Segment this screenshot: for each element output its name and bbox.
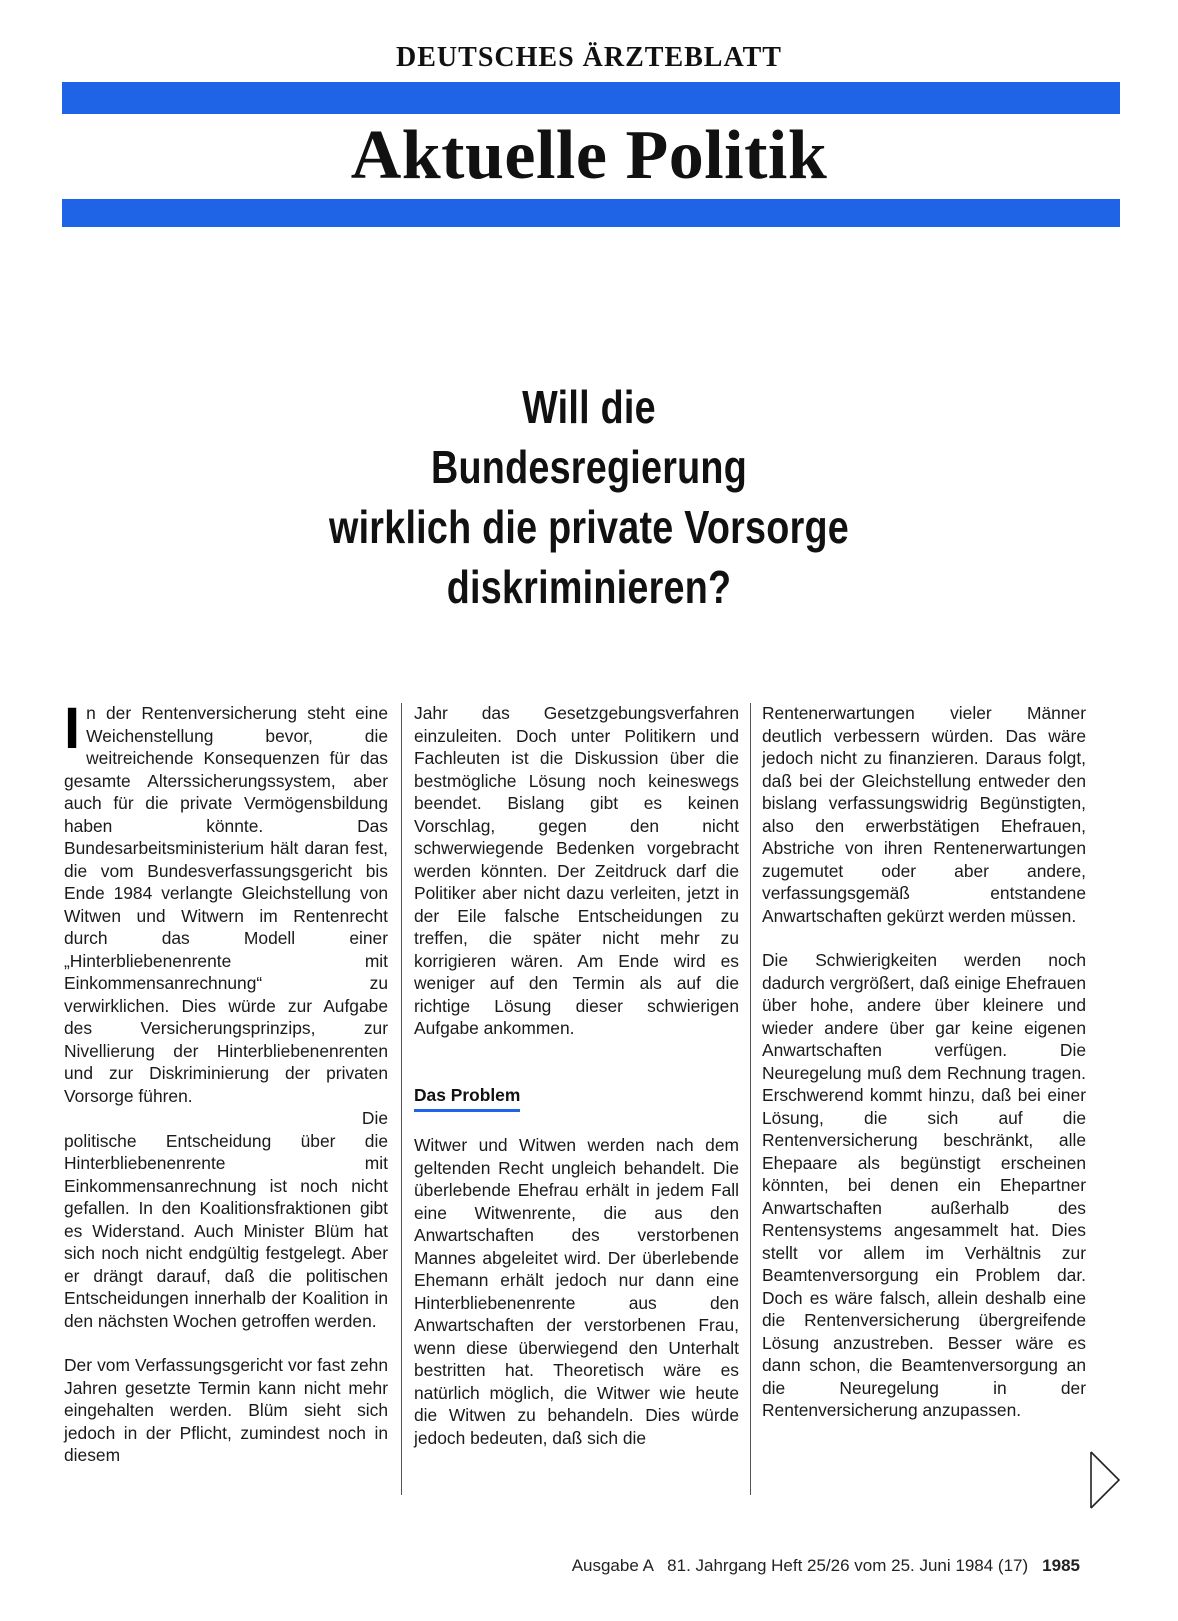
headline-line: diskriminieren? [446, 561, 732, 613]
paragraph: Jahr das Gesetzgebungsverfahren einzuleiten. Doch unter Politikern und Fachleuten ist die Diskussion über die bestmögliche Lösung noch keineswegs beendet. Bislang gibt es keinen Vorschlag, gegen den nicht schwerwiegende Bedenken vorgebracht werden könnten. Der Zeitdruck darf die Politiker aber nicht dazu verleiten, jetzt in der Eile falsche Entscheidungen zu treffen, die später nicht mehr zu korrigieren wären. Am Ende wird es weniger auf den Termin als auf die richtige Lösung dieser schwierigen Aufgabe ankommen. [414, 703, 739, 1038]
column-divider [401, 703, 402, 1495]
article-column-1 [64, 696, 388, 1467]
headline-line: wirklich die private Vorsorge [328, 501, 850, 553]
bottom-blue-bar [62, 199, 1120, 227]
headline-line: Will die [522, 381, 656, 433]
page-number: 1985 [1042, 1556, 1080, 1575]
paragraph-text: n der Rentenversicherung steht eine Weichenstellung bevor, die weitreichende Konsequenzen für das gesamte Alterssicherungssystem, aber auch für die private Vermögensbildung haben könnte. Das Bundesarbeitsministerium hält daran fest, die vom Bundesverfassungsgericht bis Ende 1984 verlangte Gleichstellung von Witwen und Witwern im Rentenrecht durch das Modell einer „Hinterbliebenenrente mit Einkommensanrechnung“ zu verwirklichen. Dies würde zur Aufgabe des Versicherungsprinzips, zur Nivellierung der Hinterbliebenenrenten und zur Diskriminierung der privaten Vorsorge führen. [64, 703, 388, 1106]
paragraph: Der vom Verfassungsgericht vor fast zehn Jahren gesetzte Termin kann nicht mehr eingehalten werden. Blüm sieht sich jedoch in der Pflicht, zumindest noch in diesem [64, 1355, 388, 1465]
paragraph: Witwer und Witwen werden nach dem geltenden Recht ungleich behandelt. Die überlebende Ehefrau erhält in jedem Fall eine Witwenrente, die aus den Anwartschaften des verstorbenen Mannes abgeleitet wird. Der überlebende Ehemann erhält jedoch nur dann eine Hinterbliebenenrente aus den Anwartschaften der verstorbenen Frau, wenn diese überwiegend den Unterhalt bestritten hat. Theoretisch wäre es natürlich möglich, die Witwer wie heute die Witwen zu behandeln. Dies würde jedoch bedeuten, daß sich die [414, 1135, 739, 1448]
paragraph [64, 696, 388, 1107]
subheading-wrap [414, 1084, 739, 1113]
masthead: DEUTSCHES ÄRZTEBLATT [396, 42, 782, 73]
article-column-2 [414, 702, 739, 1449]
subheading: Das Problem [414, 1084, 520, 1113]
paragraph: Die Schwierigkeiten werden noch dadurch vergrößert, daß einige Ehefrauen über hohe, andere über kleinere und wieder andere über gar keine eigenen Anwartschaften verfügen. Die Neuregelung muß dem Rechnung tragen. Erschwerend kommt hinzu, daß bei einer Lösung, die sich auf die Rentenversicherung beschränkt, alle Ehepaare als begünstigt erscheinen könnten, bei denen ein Ehepartner Anwartschaften außerhalb des Rentensystems angesammelt hat. Dies stellt vor allem im Verhältnis zur Beamtenversorgung ein Problem dar. Doch es wäre falsch, allein deshalb eine die Rentenversicherung übergreifende Lösung anzustreben. Besser wäre es dann schon, die Beamtenversorgung an die Neuregelung in der Rentenversicherung anzupassen. [762, 950, 1086, 1420]
issue-info: Ausgabe A 81. Jahrgang Heft 25/26 vom 25. Juni 1984 (17) [571, 1556, 1029, 1575]
continue-arrow-icon [1088, 1450, 1122, 1510]
paragraph-text: politische Entscheidung über die Hinterbliebenenrente mit Einkommensanrechnung ist noch nicht gefallen. In den Koalitionsfraktionen gibt es Widerstand. Auch Minister Blüm hat sich noch nicht endgültig festgelegt. Aber er drängt darauf, daß die politischen Entscheidungen innerhalb der Koalition in den nächsten Wochen getroffen werden. [64, 1130, 388, 1331]
paragraph-lead: Die [361, 1108, 388, 1128]
paragraph [64, 1107, 388, 1332]
page-footer [0, 1556, 1080, 1576]
article-column-3 [762, 702, 1086, 1422]
top-blue-bar [62, 82, 1120, 114]
article-headline [229, 377, 949, 617]
headline-line: Bundesregierung [431, 441, 747, 493]
section-title: Aktuelle Politik [350, 117, 828, 194]
column-divider [750, 703, 751, 1495]
paragraph: Rentenerwartungen vieler Männer deutlich verbessern würden. Das wäre jedoch nicht zu finanzieren. Daraus folgt, daß bei der Gleichstellung entweder den bislang verfassungswidrig Begünstigten, also den erwerbstätigen Ehefrauen, Abstriche von ihren Rentenerwartungen zugemutet oder aber andere, verfassungsgemäß entstandene Anwartschaften gekürzt werden müssen. [762, 703, 1086, 926]
drop-cap: I [64, 696, 81, 761]
